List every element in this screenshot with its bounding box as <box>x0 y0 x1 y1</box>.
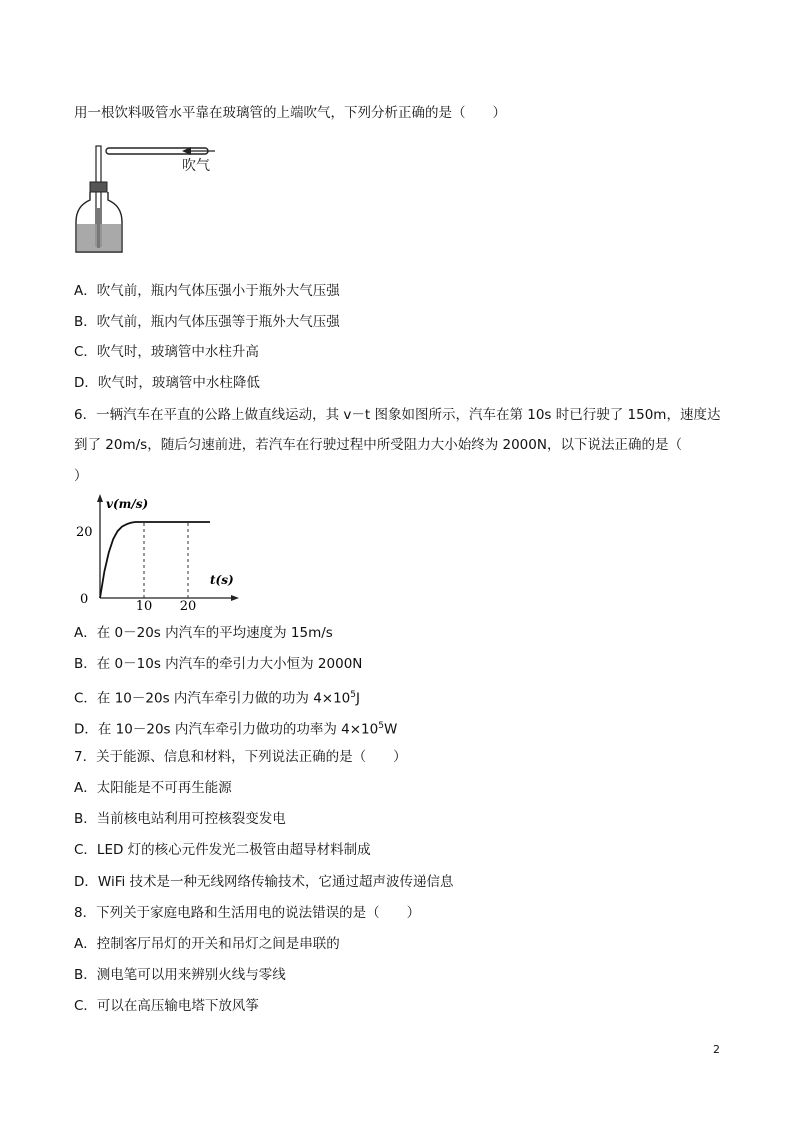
q8-stem: 8．下列关于家庭电路和生活用电的说法错误的是（ ） <box>74 905 421 921</box>
q6-option-c <box>74 686 360 708</box>
y-axis-arrow-icon <box>97 494 103 502</box>
blow-label: 吹气 <box>182 158 210 174</box>
q8-option-a: A．控制客厅吊灯的开关和吊灯之间是串联的 <box>74 936 340 952</box>
q5-option-c: C．吹气时，玻璃管中水柱升高 <box>74 344 259 360</box>
x-tick-label: 10 <box>135 599 153 614</box>
origin-label: 0 <box>80 592 89 607</box>
q5-option-a: A．吹气前，瓶内气体压强小于瓶外大气压强 <box>74 283 340 299</box>
q6-stem-line2: 到了 20m/s，随后匀速前进，若汽车在行驶过程中所受阻力大小始终为 2000N，以下说法正确的是（ <box>74 437 682 453</box>
x-tick-label: 20 <box>179 599 197 614</box>
q7-option-a: A．太阳能是不可再生能源 <box>74 780 232 796</box>
x-axis-label: t(s) <box>210 573 234 587</box>
q7-option-c: C．LED 灯的核心元件发光二极管由超导材料制成 <box>74 842 371 858</box>
q8-option-c: C．可以在高压输电塔下放风筝 <box>74 998 259 1014</box>
q6-option-b: B．在 0－10s 内汽车的牵引力大小恒为 2000N <box>74 656 363 672</box>
q5-option-d: D．吹气时，玻璃管中水柱降低 <box>74 375 260 391</box>
q6-option-c-unit: J <box>356 690 360 707</box>
q6-stem-line1: 6．一辆汽车在平直的公路上做直线运动，其 v－t 图象如图所示，汽车在第 10s 时已行驶了 150m，速度达 <box>74 407 721 423</box>
q6-option-c-exp: 5 <box>350 690 357 700</box>
q7-option-b: B．当前核电站利用可控核裂变发电 <box>74 811 286 827</box>
vt-graph <box>70 492 240 618</box>
bottle-straw-figure <box>70 138 230 260</box>
vt-series-line <box>100 522 210 598</box>
y-tick-label: 20 <box>76 525 93 540</box>
q6-option-a: A．在 0－20s 内汽车的平均速度为 15m/s <box>74 625 333 641</box>
q6-option-d-exp: 5 <box>378 721 384 731</box>
q6-stem-line3: ） <box>74 468 88 484</box>
q6-option-d-unit: W <box>383 721 398 738</box>
y-axis-label: v(m/s) <box>106 497 149 511</box>
q7-option-d: D．WiFi 技术是一种无线网络传输技术，它通过超声波传递信息 <box>74 874 454 890</box>
q8-option-b: B．测电笔可以用来辨别火线与零线 <box>74 967 286 983</box>
q6-option-d-text: D．在 10－20s 内汽车牵引力做功的功率为 4×10 <box>74 721 379 738</box>
q5-stem: 用一根饮料吸管水平靠在玻璃管的上端吹气，下列分析正确的是（ ） <box>74 105 506 121</box>
q5-option-b: B．吹气前，瓶内气体压强等于瓶外大气压强 <box>74 314 340 330</box>
q7-stem: 7．关于能源、信息和材料，下列说法正确的是（ ） <box>74 749 407 765</box>
q6-option-c-text: C．在 10－20s 内汽车牵引力做的功为 4×10 <box>74 690 351 707</box>
page-number: 2 <box>713 1043 720 1056</box>
q6-option-d <box>74 717 397 739</box>
stopper-icon <box>90 182 107 192</box>
x-axis-arrow-icon <box>231 595 239 601</box>
